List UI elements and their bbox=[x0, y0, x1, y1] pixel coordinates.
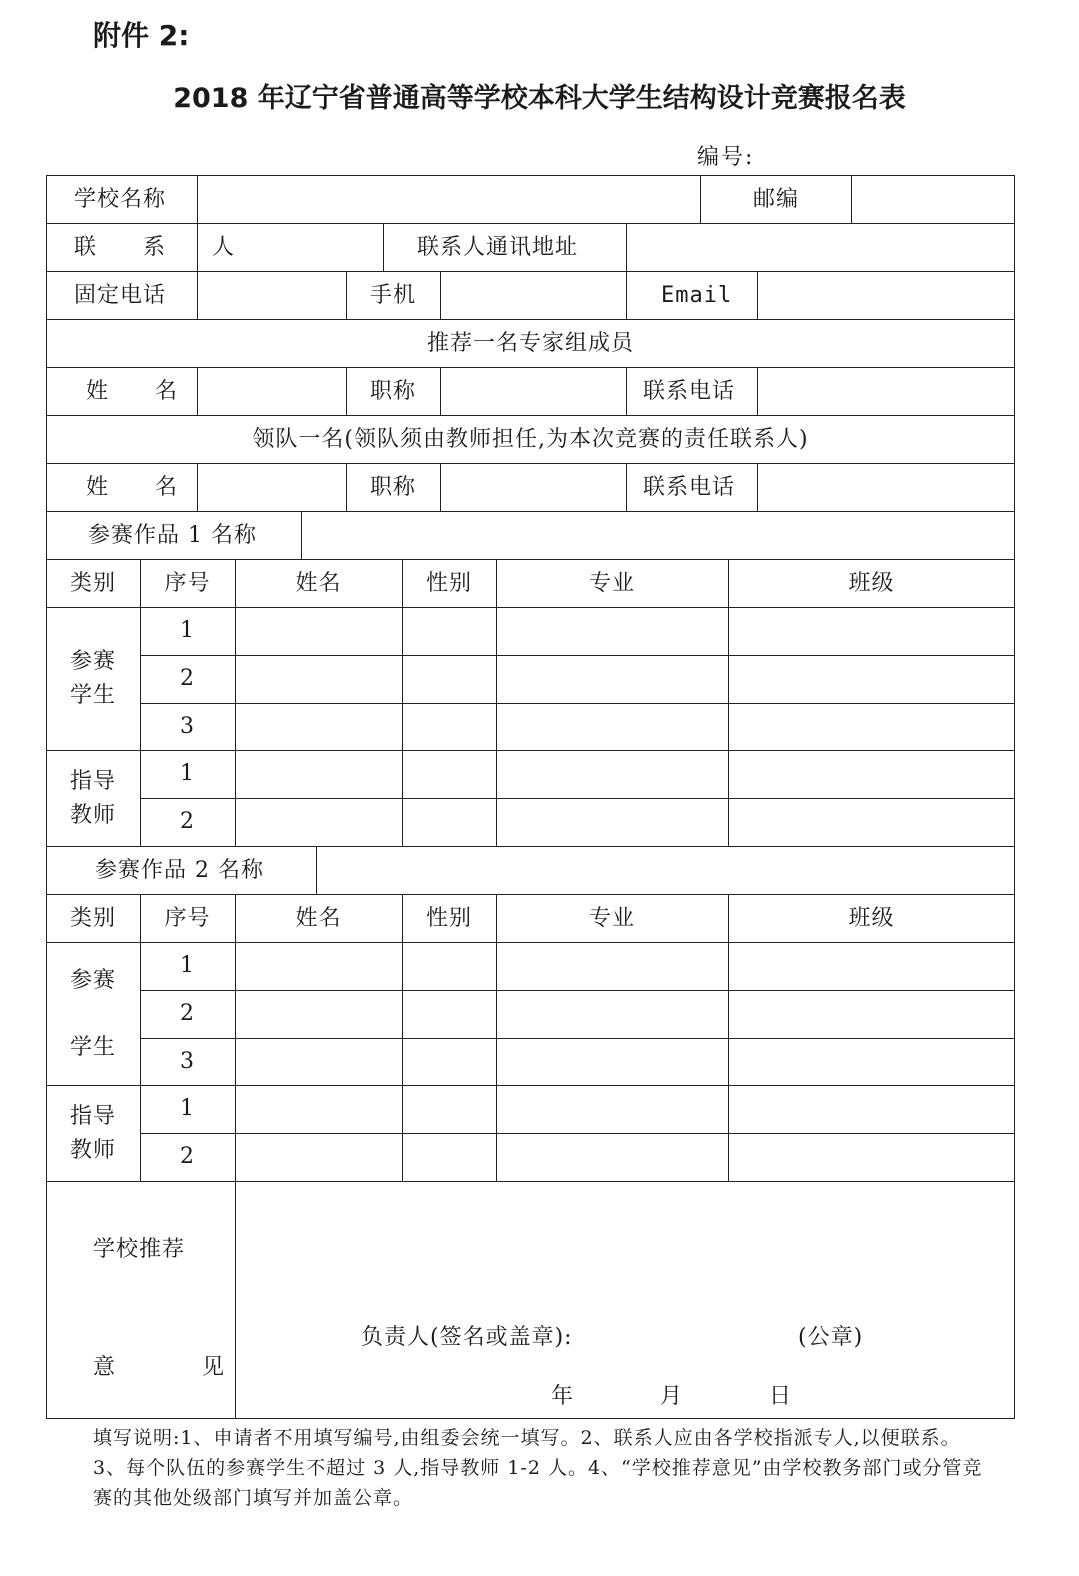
column-divider bbox=[383, 223, 384, 271]
expert-title-field[interactable] bbox=[442, 369, 625, 414]
leader-name-field[interactable] bbox=[199, 465, 345, 510]
row-divider bbox=[46, 223, 1015, 224]
column-divider bbox=[316, 846, 317, 894]
row-divider bbox=[46, 846, 1015, 847]
postcode-field[interactable] bbox=[853, 177, 1013, 222]
contact-person-field[interactable] bbox=[199, 225, 382, 270]
column-divider bbox=[235, 1181, 236, 1419]
recommendation-opinion-field[interactable] bbox=[237, 1183, 1013, 1313]
column-divider bbox=[496, 894, 497, 1181]
row-divider bbox=[46, 319, 1015, 320]
column-header-seq: 序号 bbox=[164, 571, 211, 596]
leader-section-heading: 领队一名(领队须由教师担任,为本次竞赛的责任联系人) bbox=[252, 427, 809, 452]
row-divider bbox=[46, 367, 1015, 368]
column-divider bbox=[346, 271, 347, 319]
column-header-gender: 性别 bbox=[425, 906, 472, 931]
expert-section-heading: 推荐一名专家组成员 bbox=[426, 331, 634, 356]
column-divider bbox=[626, 223, 627, 271]
column-divider bbox=[440, 367, 441, 415]
column-divider bbox=[626, 367, 627, 415]
column-header-gender: 性别 bbox=[425, 571, 472, 596]
row-divider bbox=[140, 703, 1015, 704]
landline-field[interactable] bbox=[199, 273, 345, 318]
leader-phone-label: 联系电话 bbox=[643, 475, 736, 500]
signature-label: 负责人(签名或盖章): bbox=[361, 1325, 573, 1350]
contact-person-label: 联 系 人 bbox=[74, 235, 254, 260]
seq-number: 1 bbox=[180, 761, 195, 786]
column-divider bbox=[197, 463, 198, 511]
row-divider bbox=[46, 750, 1015, 751]
recommendation-label: 意 见 bbox=[93, 1355, 264, 1380]
row-divider bbox=[46, 1181, 1015, 1182]
row-divider bbox=[140, 1133, 1015, 1134]
column-divider bbox=[700, 175, 701, 223]
column-divider bbox=[728, 894, 729, 1181]
seq-number: 3 bbox=[180, 1049, 195, 1074]
column-divider bbox=[440, 463, 441, 511]
column-header-category: 类别 bbox=[69, 906, 116, 931]
row-divider bbox=[140, 655, 1015, 656]
column-divider bbox=[757, 463, 758, 511]
row-divider bbox=[46, 559, 1015, 560]
row-divider bbox=[46, 1085, 1015, 1086]
column-header-class: 班级 bbox=[848, 906, 895, 931]
seq-number: 2 bbox=[180, 809, 195, 834]
column-divider bbox=[626, 463, 627, 511]
advisors-label: 教师 bbox=[70, 803, 117, 828]
leader-title-field[interactable] bbox=[442, 465, 625, 510]
row-divider bbox=[46, 271, 1015, 272]
column-divider bbox=[757, 271, 758, 319]
row-divider bbox=[140, 798, 1015, 799]
column-divider bbox=[496, 559, 497, 846]
instructions-note: 填写说明:1、申请者不用填写编号,由组委会统一填写。2、联系人应由各学校指派专人,以便联系。3、每个队伍的参赛学生不超过 3 人,指导教师 1-2 人。4、“学校推荐意见”由学校教务部门或分管竞赛的其他处级部门填写并加盖公章。 bbox=[93, 1427, 983, 1509]
work2-name-label: 参赛作品 2 名称 bbox=[95, 858, 264, 883]
work2-name-field[interactable] bbox=[318, 848, 1013, 893]
column-header-class: 班级 bbox=[848, 571, 895, 596]
row-divider bbox=[46, 942, 1015, 943]
school-name-label: 学校名称 bbox=[74, 187, 167, 212]
column-divider bbox=[235, 559, 236, 846]
mobile-field[interactable] bbox=[442, 273, 625, 318]
work1-name-label: 参赛作品 1 名称 bbox=[88, 523, 257, 548]
column-header-major: 专业 bbox=[588, 906, 635, 931]
seq-number: 1 bbox=[180, 1096, 195, 1121]
contact-address-field[interactable] bbox=[628, 225, 1013, 270]
landline-label: 固定电话 bbox=[74, 283, 167, 308]
column-divider bbox=[440, 271, 441, 319]
seq-number: 1 bbox=[180, 618, 195, 643]
postcode-label: 邮编 bbox=[753, 187, 800, 212]
advisors-label: 教师 bbox=[70, 1138, 117, 1163]
advisors-label: 指导 bbox=[70, 1104, 117, 1129]
form-title: 2018 年辽宁省普通高等学校本科大学生结构设计竞赛报名表 bbox=[173, 83, 906, 114]
students-label: 参赛 bbox=[70, 649, 117, 674]
column-divider bbox=[235, 894, 236, 1181]
students-label: 参赛 bbox=[70, 968, 117, 993]
column-divider bbox=[197, 367, 198, 415]
column-divider bbox=[301, 511, 302, 559]
column-divider bbox=[402, 894, 403, 1181]
column-divider bbox=[402, 559, 403, 846]
seq-number: 2 bbox=[180, 1001, 195, 1026]
email-field[interactable] bbox=[759, 273, 1013, 318]
students-label: 学生 bbox=[70, 1035, 117, 1060]
expert-title-label: 职称 bbox=[370, 379, 417, 404]
serial-number-label: 编号: bbox=[697, 145, 755, 170]
school-name-field[interactable] bbox=[199, 177, 699, 222]
row-divider bbox=[140, 990, 1015, 991]
expert-name-label: 姓 名 bbox=[86, 379, 197, 404]
row-divider bbox=[46, 511, 1015, 512]
seq-number: 2 bbox=[180, 666, 195, 691]
column-divider bbox=[346, 367, 347, 415]
row-divider bbox=[46, 607, 1015, 608]
seq-number: 2 bbox=[180, 1144, 195, 1169]
row-divider bbox=[46, 894, 1015, 895]
column-divider bbox=[851, 175, 852, 223]
email-label: Email bbox=[661, 283, 733, 308]
column-header-seq: 序号 bbox=[164, 906, 211, 931]
row-divider bbox=[140, 1038, 1015, 1039]
seq-number: 1 bbox=[180, 953, 195, 978]
students-label: 学生 bbox=[70, 683, 117, 708]
column-header-major: 专业 bbox=[588, 571, 635, 596]
column-header-name: 姓名 bbox=[295, 906, 342, 931]
recommendation-label: 学校推荐 bbox=[93, 1237, 186, 1262]
column-divider bbox=[346, 463, 347, 511]
leader-name-label: 姓 名 bbox=[86, 475, 197, 500]
column-divider bbox=[728, 559, 729, 846]
expert-name-field[interactable] bbox=[199, 369, 345, 414]
contact-address-label: 联系人通讯地址 bbox=[417, 235, 579, 260]
column-header-category: 类别 bbox=[69, 571, 116, 596]
attachment-label: 附件 2: bbox=[93, 19, 190, 52]
expert-phone-label: 联系电话 bbox=[643, 379, 736, 404]
seq-number: 3 bbox=[180, 714, 195, 739]
column-divider bbox=[757, 367, 758, 415]
column-header-name: 姓名 bbox=[295, 571, 342, 596]
row-divider bbox=[46, 415, 1015, 416]
leader-title-label: 职称 bbox=[370, 475, 417, 500]
expert-phone-field[interactable] bbox=[759, 369, 1013, 414]
column-divider bbox=[140, 559, 141, 846]
column-divider bbox=[140, 894, 141, 1181]
leader-phone-field[interactable] bbox=[759, 465, 1013, 510]
column-divider bbox=[626, 271, 627, 319]
work1-name-field[interactable] bbox=[303, 513, 1013, 558]
row-divider bbox=[46, 463, 1015, 464]
official-seal-label: (公章) bbox=[798, 1325, 864, 1350]
date-label: 年 月 日 bbox=[551, 1384, 831, 1409]
mobile-label: 手机 bbox=[370, 283, 417, 308]
advisors-label: 指导 bbox=[70, 769, 117, 794]
